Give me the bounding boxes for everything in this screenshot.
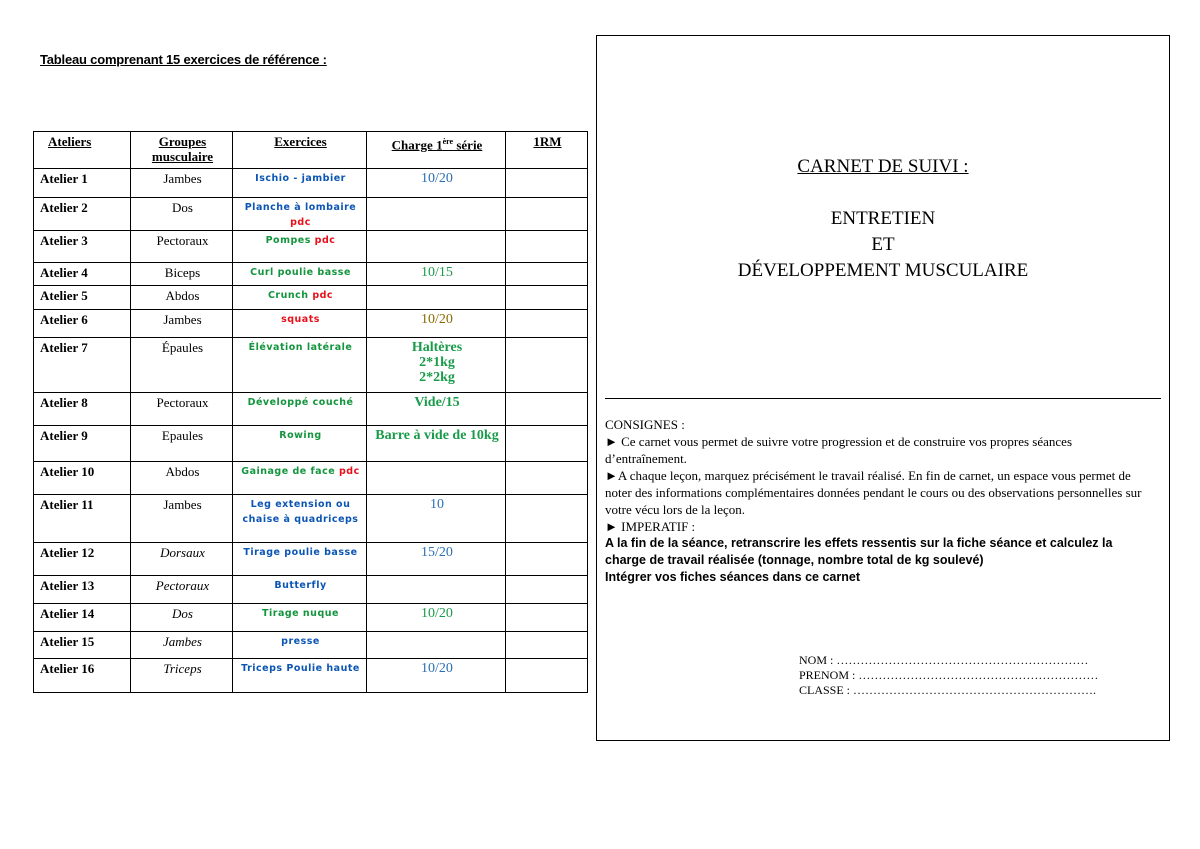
exercice-text: Triceps Poulie haute <box>241 663 360 674</box>
rm-cell[interactable] <box>506 462 588 495</box>
atelier-cell: Atelier 11 <box>34 495 131 543</box>
charge-value: 10/20 <box>421 661 453 676</box>
exercice-text: Développé couché <box>247 397 354 408</box>
groupe-cell: Epaules <box>131 426 233 462</box>
charge-value: Barre à vide de 10kg <box>375 428 499 443</box>
atelier-cell: Atelier 6 <box>34 310 131 338</box>
atelier-cell: Atelier 8 <box>34 393 131 426</box>
table-row <box>34 393 588 426</box>
groupe-cell: Jambes <box>131 495 233 543</box>
consigne-1: ► Ce carnet vous permet de suivre votre progression et de construire vos propres séances d’entraînement. <box>605 434 1072 466</box>
exercice-text: Tirage nuque <box>262 608 339 619</box>
rm-cell[interactable] <box>506 198 588 231</box>
groupe-cell: Dos <box>131 198 233 231</box>
booklet-subtitle-3: DÉVELOPPEMENT MUSCULAIRE <box>737 260 1029 281</box>
booklet-divider <box>605 398 1161 399</box>
charge-cell <box>367 604 506 632</box>
atelier-cell: Atelier 13 <box>34 576 131 604</box>
rm-cell[interactable] <box>506 169 588 198</box>
header-charge-end: série <box>453 137 483 153</box>
rm-cell[interactable] <box>506 231 588 263</box>
exercice-text: Curl poulie basse <box>250 267 351 278</box>
table-row <box>34 310 588 338</box>
groupe-cell: Abdos <box>131 462 233 495</box>
exercice-text: pdc <box>290 217 311 228</box>
charge-cell <box>367 198 506 231</box>
table-row <box>34 604 588 632</box>
exercice-cell <box>233 338 367 393</box>
atelier-cell: Atelier 1 <box>34 169 131 198</box>
exercice-text: Butterfly <box>274 580 327 591</box>
exercice-cell <box>233 495 367 543</box>
table-header-row <box>34 132 588 169</box>
atelier-cell: Atelier 7 <box>34 338 131 393</box>
charge-cell <box>367 263 506 286</box>
exercice-text: pdc <box>338 466 360 477</box>
consigne-imperatif: ► IMPERATIF : <box>605 519 696 534</box>
consigne-integrer: Intégrer vos fiches séances dans ce carnet <box>605 570 860 584</box>
exercice-text: pdc <box>312 290 334 301</box>
table-row <box>34 263 588 286</box>
rm-cell[interactable] <box>506 659 588 693</box>
exercice-text: presse <box>281 636 320 647</box>
charge-cell <box>367 426 506 462</box>
rm-cell[interactable] <box>506 604 588 632</box>
exercice-cell <box>233 198 367 231</box>
groupe-cell: Jambes <box>131 169 233 198</box>
charge-cell <box>367 462 506 495</box>
exercice-cell <box>233 393 367 426</box>
exercice-text: Pompes <box>265 235 315 246</box>
atelier-cell: Atelier 10 <box>34 462 131 495</box>
groupe-cell: Dorsaux <box>131 543 233 576</box>
header-charge-sup: ère <box>442 137 454 146</box>
charge-value: 10/20 <box>421 312 453 327</box>
rm-cell[interactable] <box>506 393 588 426</box>
charge-value: 15/20 <box>421 545 453 560</box>
consigne-imperatif-text: A la fin de la séance, retranscrire les effets ressentis sur la fiche séance et calculez la charge de travail réalisée (tonnage, nombre total de kg soulevé) <box>605 536 1113 567</box>
header-exercices: Exercices <box>233 132 367 169</box>
exercice-text: Ischio - jambier <box>255 173 346 184</box>
atelier-cell: Atelier 4 <box>34 263 131 286</box>
atelier-cell: Atelier 3 <box>34 231 131 263</box>
exercice-text: Tirage poulie basse <box>243 547 358 558</box>
table-row <box>34 495 588 543</box>
rm-cell[interactable] <box>506 632 588 659</box>
exercice-text: Planche à lombaire <box>244 202 357 213</box>
exercice-cell <box>233 576 367 604</box>
table-row <box>34 169 588 198</box>
header-ateliers: Ateliers <box>34 132 131 169</box>
rm-cell[interactable] <box>506 576 588 604</box>
groupe-cell: Jambes <box>131 310 233 338</box>
charge-cell <box>367 632 506 659</box>
charge-cell <box>367 338 506 393</box>
charge-value: 2*2kg <box>419 370 455 385</box>
exercice-cell <box>233 543 367 576</box>
groupe-cell: Jambes <box>131 632 233 659</box>
charge-value: 2*1kg <box>419 355 455 370</box>
booklet-title: CARNET DE SUIVI : <box>797 156 969 177</box>
rm-cell[interactable] <box>506 263 588 286</box>
table-row <box>34 462 588 495</box>
table-row <box>34 576 588 604</box>
table-row <box>34 426 588 462</box>
charge-value: Vide/15 <box>414 395 460 410</box>
atelier-cell: Atelier 2 <box>34 198 131 231</box>
exercice-cell <box>233 169 367 198</box>
groupe-cell: Abdos <box>131 286 233 310</box>
charge-cell <box>367 543 506 576</box>
groupe-cell: Biceps <box>131 263 233 286</box>
prenom-field[interactable]: PRENOM : …………………………………………………… <box>799 668 1099 682</box>
atelier-cell: Atelier 12 <box>34 543 131 576</box>
exercice-cell <box>233 659 367 693</box>
charge-cell <box>367 495 506 543</box>
exercice-cell <box>233 231 367 263</box>
consignes-title: CONSIGNES : <box>605 417 685 432</box>
charge-cell <box>367 576 506 604</box>
table-row <box>34 286 588 310</box>
consigne-2: ►A chaque leçon, marquez précisément le travail réalisé. En fin de carnet, un espace vous permet de noter des informations complémentaires données pendant le cours ou des observations personnelles sur votre vécu lors de la leçon. <box>605 468 1142 517</box>
exercice-text: Rowing <box>279 430 322 441</box>
nom-field[interactable]: NOM : ……………………………………………………… <box>799 653 1089 667</box>
charge-cell <box>367 393 506 426</box>
charge-value: 10/20 <box>421 171 453 186</box>
charge-value: 10 <box>430 497 444 512</box>
table-row <box>34 198 588 231</box>
exercice-cell <box>233 462 367 495</box>
exercice-text: Élévation latérale <box>248 342 353 353</box>
rm-cell[interactable] <box>506 495 588 543</box>
exercice-text: pdc <box>314 235 336 246</box>
rm-cell[interactable] <box>506 310 588 338</box>
rm-cell[interactable] <box>506 426 588 462</box>
atelier-cell: Atelier 14 <box>34 604 131 632</box>
charge-value: Haltères <box>411 340 463 355</box>
exercice-cell <box>233 426 367 462</box>
groupe-cell: Dos <box>131 604 233 632</box>
charge-cell <box>367 659 506 693</box>
charge-cell <box>367 169 506 198</box>
header-groupes: Groupes musculaire <box>131 132 233 169</box>
booklet-subtitle-1: ENTRETIEN <box>830 208 936 229</box>
atelier-cell: Atelier 16 <box>34 659 131 693</box>
exercice-text: squats <box>281 314 320 325</box>
reference-exercises-table <box>33 131 588 693</box>
exercice-text: Crunch <box>267 290 313 301</box>
rm-cell[interactable] <box>506 286 588 310</box>
groupe-cell: Épaules <box>131 338 233 393</box>
exercice-cell <box>233 286 367 310</box>
exercice-cell <box>233 604 367 632</box>
charge-cell <box>367 310 506 338</box>
charge-value: 10/20 <box>421 606 453 621</box>
table-row <box>34 632 588 659</box>
header-charge-main: Charge 1 <box>391 137 443 153</box>
table-row <box>34 338 588 393</box>
groupe-cell: Pectoraux <box>131 231 233 263</box>
header-charge <box>367 132 506 169</box>
atelier-cell: Atelier 9 <box>34 426 131 462</box>
classe-field[interactable]: CLASSE : ……………………………………………………. <box>799 683 1097 697</box>
groupe-cell: Pectoraux <box>131 576 233 604</box>
document-title: Tableau comprenant 15 exercices de référence : <box>40 52 327 67</box>
exercice-cell <box>233 632 367 659</box>
student-identity-block <box>799 653 1098 698</box>
exercice-text: Gainage de face <box>241 466 339 477</box>
exercice-cell <box>233 310 367 338</box>
charge-cell <box>367 231 506 263</box>
groupe-cell: Triceps <box>131 659 233 693</box>
atelier-cell: Atelier 5 <box>34 286 131 310</box>
groupe-cell: Pectoraux <box>131 393 233 426</box>
charge-cell <box>367 286 506 310</box>
charge-value: 10/15 <box>421 265 453 280</box>
rm-cell[interactable] <box>506 543 588 576</box>
exercice-cell <box>233 263 367 286</box>
booklet-subtitle-2: ET <box>871 234 895 255</box>
table-row <box>34 659 588 693</box>
table-row <box>34 231 588 263</box>
table-row <box>34 543 588 576</box>
consignes-block <box>605 416 1155 586</box>
rm-cell[interactable] <box>506 338 588 393</box>
exercice-text: Leg extension ou chaise à quadriceps <box>242 499 359 525</box>
atelier-cell: Atelier 15 <box>34 632 131 659</box>
header-1rm: 1RM <box>506 132 588 169</box>
booklet-cover <box>596 35 1170 741</box>
